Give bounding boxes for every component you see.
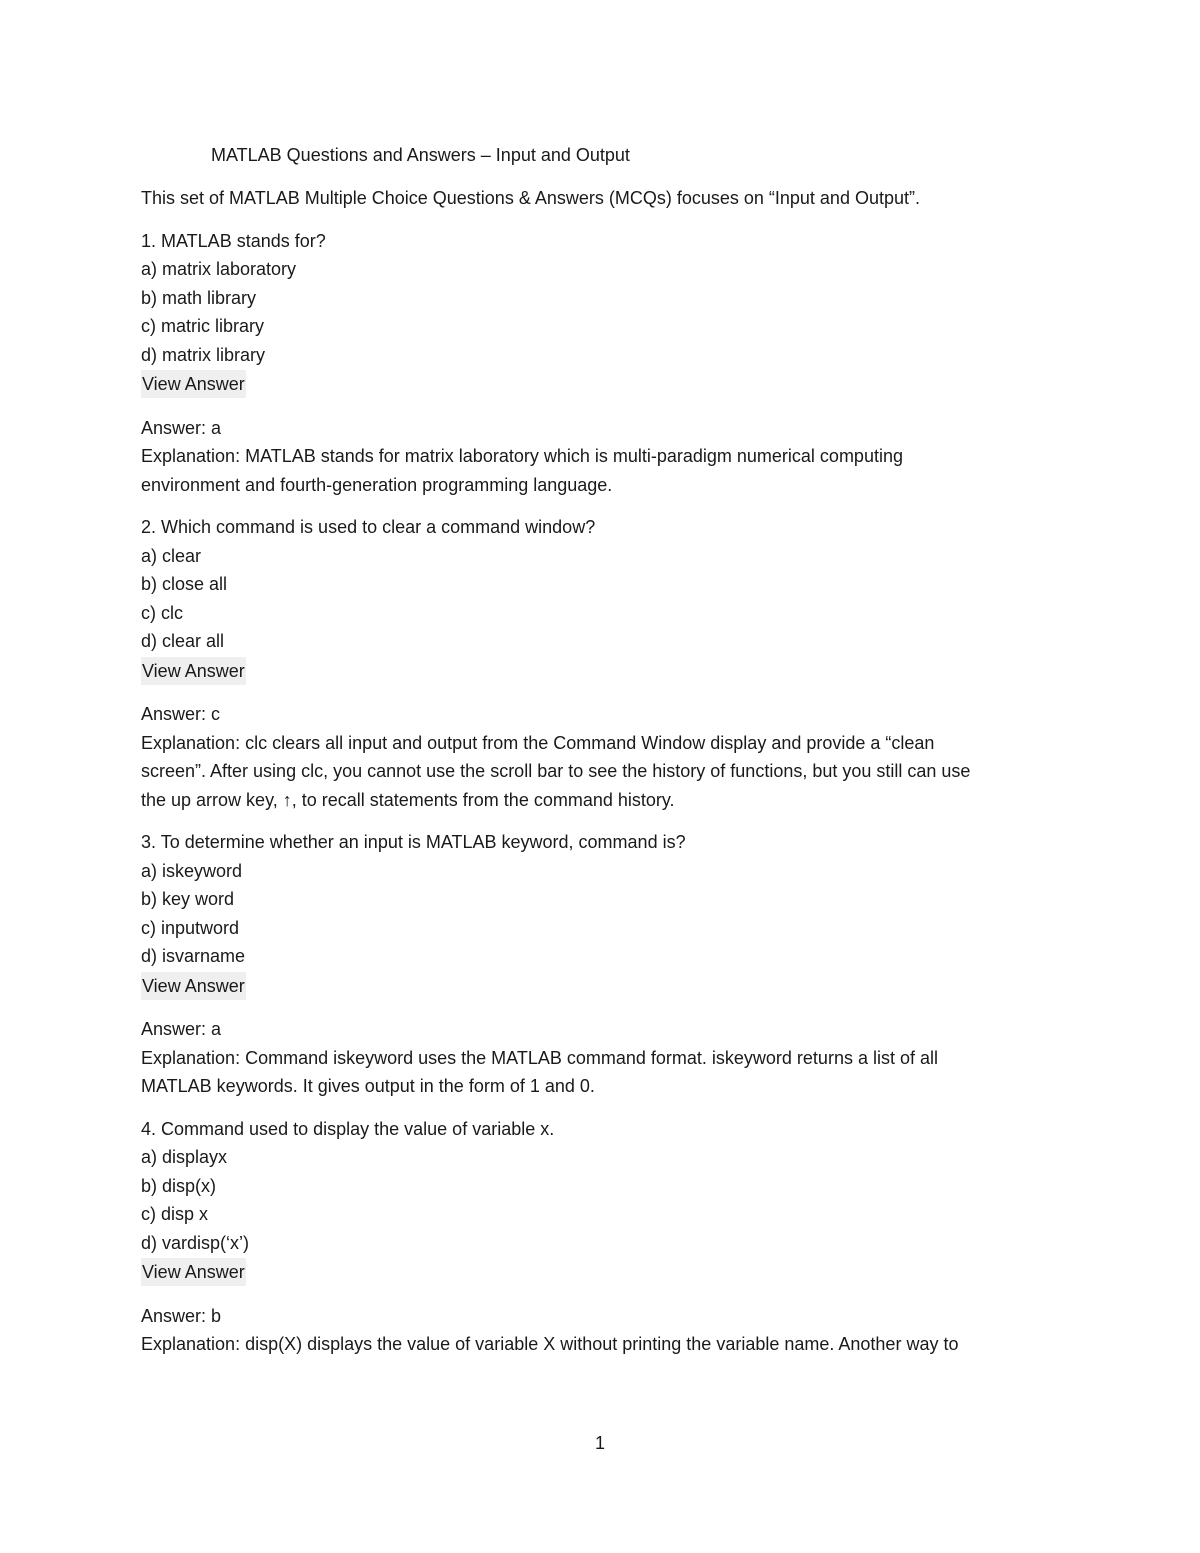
question-text: 4. Command used to display the value of variable x. bbox=[141, 1118, 555, 1139]
option-a: a) iskeyword bbox=[141, 860, 243, 881]
answer-block bbox=[141, 1015, 1071, 1101]
question-text: 3. To determine whether an input is MATLAB keyword, command is? bbox=[141, 832, 686, 852]
answer-text: Answer: b bbox=[141, 1305, 222, 1326]
option-d: d) matrix library bbox=[141, 344, 266, 365]
option-a: a) displayx bbox=[141, 1147, 228, 1167]
explanation-line: environment and fourth-generation programming language. bbox=[141, 474, 613, 495]
option-c: c) inputword bbox=[141, 917, 240, 938]
option-b: b) key word bbox=[141, 889, 235, 909]
option-b: b) disp(x) bbox=[141, 1175, 217, 1196]
option-c: c) matric library bbox=[141, 316, 265, 336]
explanation-line: the up arrow key, ↑, to recall statements from the command history. bbox=[141, 789, 675, 810]
option-a: a) clear bbox=[141, 545, 202, 566]
explanation-line: MATLAB keywords. It gives output in the form of 1 and 0. bbox=[141, 1076, 595, 1096]
option-b: b) math library bbox=[141, 287, 257, 308]
answer-text: Answer: a bbox=[141, 1019, 222, 1039]
answer-block bbox=[141, 414, 1071, 500]
explanation-line: Explanation: disp(X) displays the value of variable X without printing the variable name. Another way to bbox=[141, 1334, 959, 1354]
question-text: 2. Which command is used to clear a command window? bbox=[141, 517, 596, 537]
view-answer-button[interactable]: View Answer bbox=[141, 657, 246, 685]
question-block bbox=[141, 513, 1071, 685]
answer-text: Answer: a bbox=[141, 417, 222, 438]
option-d: d) isvarname bbox=[141, 946, 246, 966]
question-block bbox=[141, 1115, 1071, 1287]
answer-block bbox=[141, 700, 1071, 814]
answer-block bbox=[141, 1302, 1071, 1359]
question-block bbox=[141, 828, 1071, 1000]
document-content bbox=[141, 140, 1071, 1359]
option-d: d) vardisp(‘x’) bbox=[141, 1232, 250, 1253]
page-number: 1 bbox=[594, 1433, 605, 1453]
explanation-line: Explanation: MATLAB stands for matrix laboratory which is multi-paradigm numerical computing bbox=[141, 446, 903, 466]
view-answer-button[interactable]: View Answer bbox=[141, 370, 246, 398]
explanation-line: Explanation: clc clears all input and output from the Command Window display and provide a “clean bbox=[141, 732, 935, 753]
option-c: c) disp x bbox=[141, 1204, 209, 1224]
intro-paragraph: This set of MATLAB Multiple Choice Questions & Answers (MCQs) focuses on “Input and Output”. bbox=[141, 188, 920, 208]
answer-text: Answer: c bbox=[141, 704, 221, 724]
option-b: b) close all bbox=[141, 574, 228, 594]
view-answer-button[interactable]: View Answer bbox=[141, 972, 246, 1000]
question-block bbox=[141, 227, 1071, 399]
option-c: c) clc bbox=[141, 602, 183, 623]
explanation-line: Explanation: Command iskeyword uses the MATLAB command format. iskeyword returns a list of all bbox=[141, 1047, 938, 1068]
option-d: d) clear all bbox=[141, 631, 225, 651]
question-text: 1. MATLAB stands for? bbox=[141, 230, 326, 251]
option-a: a) matrix laboratory bbox=[141, 259, 297, 279]
explanation-line: screen”. After using clc, you cannot use the scroll bar to see the history of functions, but you still can use bbox=[141, 761, 971, 781]
view-answer-button[interactable]: View Answer bbox=[141, 1258, 246, 1286]
page-title: MATLAB Questions and Answers – Input and Output bbox=[211, 145, 630, 165]
